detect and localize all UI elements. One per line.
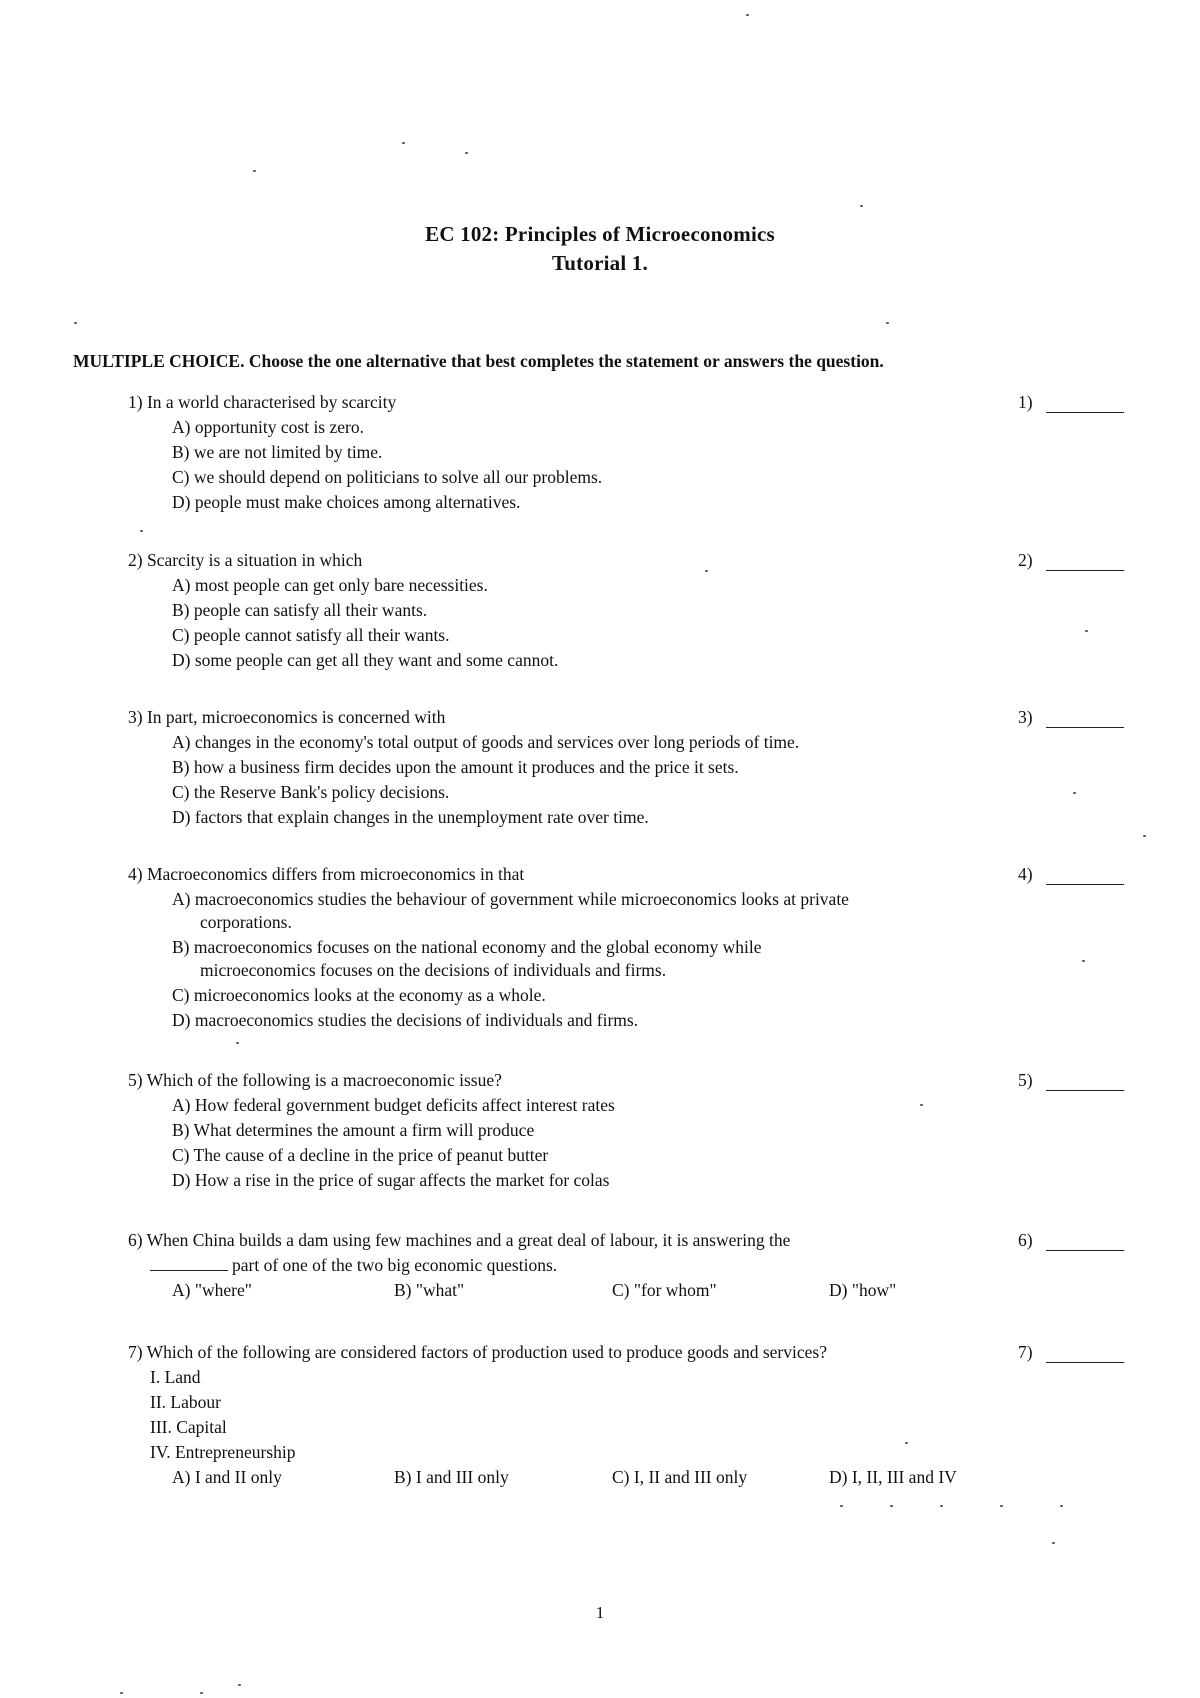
option-a-continued: corporations. — [200, 912, 292, 932]
answer-number: 7) — [1018, 1342, 1033, 1362]
option-b: B) we are not limited by time. — [172, 442, 383, 462]
factor-item-1: I. Land — [150, 1367, 201, 1387]
option-b: B) "what" — [394, 1280, 465, 1300]
scan-speck — [1073, 792, 1076, 794]
option-d: D) factors that explain changes in the unemployment rate over time. — [172, 807, 649, 827]
answer-blank[interactable] — [1046, 570, 1124, 571]
scan-speck — [1143, 835, 1146, 837]
scan-speck — [705, 570, 708, 572]
stem-continuation-text: part of one of the two big economic questions. — [232, 1255, 558, 1275]
page-number: 1 — [595, 1603, 605, 1622]
scan-speck — [465, 152, 468, 154]
option-a: A) macroeconomics studies the behaviour of government while microeconomics looks at private — [172, 889, 849, 909]
option-c: C) we should depend on politicians to solve all our problems. — [172, 467, 603, 487]
scan-speck — [1052, 1542, 1055, 1544]
scan-speck — [1060, 1505, 1063, 1507]
instructions: MULTIPLE CHOICE. Choose the one alternative that best completes the statement or answers the question. — [73, 351, 884, 371]
option-a: A) "where" — [172, 1280, 252, 1300]
tutorial-title: Tutorial 1. — [552, 251, 648, 275]
answer-number: 5) — [1018, 1070, 1033, 1090]
option-c: C) microeconomics looks at the economy as a whole. — [172, 985, 546, 1005]
scan-speck — [140, 530, 143, 532]
scan-speck — [860, 205, 863, 207]
option-c: C) "for whom" — [612, 1280, 717, 1300]
option-c: C) the Reserve Bank's policy decisions. — [172, 782, 450, 802]
question-stem: 5) Which of the following is a macroeconomic issue? — [128, 1070, 502, 1090]
scan-speck — [1085, 630, 1088, 632]
question-stem: 4) Macroeconomics differs from microeconomics in that — [128, 864, 525, 884]
scan-speck — [905, 1442, 908, 1444]
scan-speck — [886, 322, 889, 324]
answer-blank[interactable] — [1046, 884, 1124, 885]
answer-number: 1) — [1018, 392, 1033, 412]
factor-item-3: III. Capital — [150, 1417, 227, 1437]
option-b: B) I and III only — [394, 1467, 509, 1487]
option-a: A) opportunity cost is zero. — [172, 417, 364, 437]
scan-speck — [940, 1505, 943, 1507]
scan-speck — [920, 1104, 923, 1106]
scan-speck — [1000, 1505, 1003, 1507]
scan-speck — [840, 1505, 843, 1507]
scan-speck — [236, 1042, 239, 1044]
option-b: B) What determines the amount a firm will produce — [172, 1120, 535, 1140]
answer-number: 3) — [1018, 707, 1033, 727]
question-stem: 2) Scarcity is a situation in which — [128, 550, 363, 570]
question-stem: 7) Which of the following are considered factors of production used to produce goods and services? — [128, 1342, 827, 1362]
option-c: C) people cannot satisfy all their wants. — [172, 625, 450, 645]
scan-speck — [74, 322, 77, 324]
scan-speck — [238, 1684, 241, 1686]
answer-blank[interactable] — [1046, 1250, 1124, 1251]
scan-speck — [1082, 960, 1085, 962]
option-d: D) macroeconomics studies the decisions of individuals and firms. — [172, 1010, 639, 1030]
option-b: B) macroeconomics focuses on the national economy and the global economy while — [172, 937, 762, 957]
answer-blank[interactable] — [1046, 1090, 1124, 1091]
course-title: EC 102: Principles of Microeconomics — [425, 222, 775, 246]
answer-number: 4) — [1018, 864, 1033, 884]
option-b-continued: microeconomics focuses on the decisions of individuals and firms. — [200, 960, 667, 980]
question-stem: 6) When China builds a dam using few machines and a great deal of labour, it is answering the — [128, 1230, 791, 1250]
scan-speck — [402, 142, 405, 144]
answer-blank[interactable] — [1046, 1362, 1124, 1363]
option-a: A) changes in the economy's total output of goods and services over long periods of time. — [172, 732, 800, 752]
scan-speck — [120, 1692, 123, 1694]
scan-speck — [746, 14, 749, 16]
option-a: A) How federal government budget deficits affect interest rates — [172, 1095, 615, 1115]
option-b: B) how a business firm decides upon the amount it produces and the price it sets. — [172, 757, 739, 777]
question-stem-continued — [150, 1255, 557, 1276]
scan-speck — [200, 1692, 203, 1694]
option-d: D) people must make choices among alternatives. — [172, 492, 521, 512]
factor-item-4: IV. Entrepreneurship — [150, 1442, 296, 1462]
option-d: D) How a rise in the price of sugar affects the market for colas — [172, 1170, 610, 1190]
answer-number: 6) — [1018, 1230, 1033, 1250]
answer-number: 2) — [1018, 550, 1033, 570]
option-a: A) I and II only — [172, 1467, 282, 1487]
option-d: D) I, II, III and IV — [829, 1467, 957, 1487]
scan-speck — [253, 170, 256, 172]
option-b: B) people can satisfy all their wants. — [172, 600, 428, 620]
option-d: D) "how" — [829, 1280, 897, 1300]
answer-blank[interactable] — [1046, 412, 1124, 413]
option-a: A) most people can get only bare necessities. — [172, 575, 488, 595]
option-c: C) The cause of a decline in the price of peanut butter — [172, 1145, 549, 1165]
factor-item-2: II. Labour — [150, 1392, 221, 1412]
option-d: D) some people can get all they want and some cannot. — [172, 650, 559, 670]
scan-speck — [890, 1505, 893, 1507]
option-c: C) I, II and III only — [612, 1467, 748, 1487]
question-stem: 3) In part, microeconomics is concerned with — [128, 707, 446, 727]
answer-blank[interactable] — [1046, 727, 1124, 728]
question-stem: 1) In a world characterised by scarcity — [128, 392, 397, 412]
fill-in-blank[interactable] — [150, 1269, 228, 1271]
